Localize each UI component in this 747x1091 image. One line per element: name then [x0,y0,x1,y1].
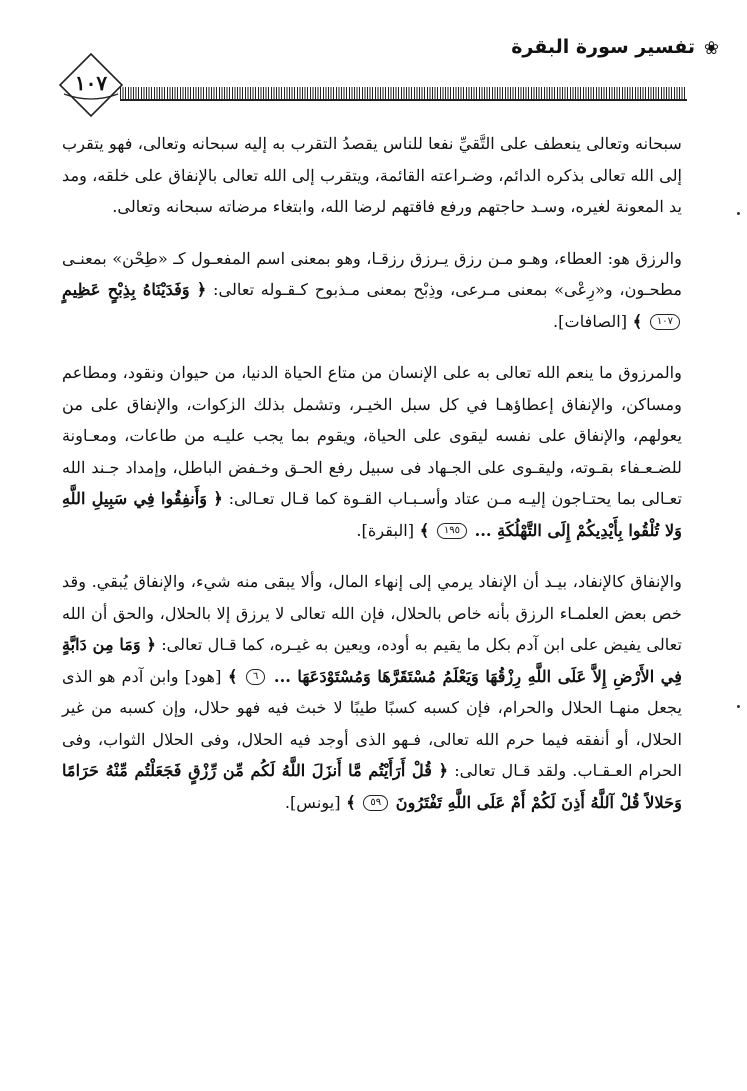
running-head-title: تفسير سورة البقرة [511,36,695,58]
paragraph-text: والإنفاق كالإنفاد، بيـد أن الإنفاد يرمي إلى إنهاء المال، وألا يبقى منه شيء، والإنفاق يُبقي. وقد خص بعض العلمـاء الرزق بأنه خاص بالحلال، فإن الله تعالى لا يرزق إلا بالحلال، والحق أن الله تعالى يفيض على ابن آدم بكل ما يقيم به أوده، ويعين به غيـره، كما قـال تعالى: [62,572,682,654]
verse-number: ٦ [246,669,265,685]
paragraph-text: والمرزوق ما ينعم الله تعالى به على الإنسان من متاع الحياة الدنيا، من حيوان ونقود، ومطاعم ومساكن، والإنفاق إعطاؤهـا في كل سبل الخيـر، وتشمل بذلك الزكوات، والإنفاق على من يعولهم، والإنفاق على نفسه ليقوى على الحياة، ويقوم بما يجب عليـه من طاعات، ومعـاونة للضـعـفاء بقـوته، وليقـوى على الجـهاد فى سبيل رفع الحـق وخـفض الباطل، وإمداد جـند الله تعـالى بما يحتـاجون إليـه مـن عتاد وأسـبـاب القـوة كما قـال تعـالى: [62,363,683,508]
margin-mark [737,705,740,708]
paragraph [62,128,682,223]
quran-verse: ﴾ [627,311,648,331]
paragraph-text: والرزق هو: العطاء، وهـو مـن رزق يـرزق رزقـا، وهو بمعنى اسم المفعـول كـ «طِحْن» بمعنـى مطحـون، و«رِعْى» بمعنى مـرعى، وذِبْح بمعنى مـذبوح كـقـوله تعالى: [62,248,682,299]
verse-number: ١٠٧ [650,314,680,330]
paragraph [62,243,682,338]
quran-verse: ﴿ وَأَنفِقُوا فِي سَبِيلِ اللَّهِ وَلا تُلْقُوا بِأَيْدِيكُمْ إِلَى التَّهْلُكَةِ ... [62,489,682,540]
quran-verse: ﴾ [414,520,435,540]
paragraph-text: سبحانه وتعالى ينعطف على التَّقيِّ نفعا للناس يقصدُ التقرب به إليه سبحانه وتعالى، فهو يتقرب إلى الله تعالى بذكره الدائم، وضـراعته القائمة، ويتقرب إلى الله تعالى بالإنفاق على خلقه، ومد يد المعونة لغيره، وسـد حاجتهم ورفع فاقتهم لرضا الله، وابتغاء مرضاته سبحانه وتعالى. [62,134,682,216]
page-header [0,0,747,110]
page-number-badge [58,52,124,118]
quran-verse: ﴾ [340,792,362,812]
paragraph-text: [البقرة]. [356,520,415,540]
paragraph-text: [هود] وابن آدم هو الذى يجعل منهـا الحلال والحرام، فإن كسبه كسبًا طيبًا لا خبث فيه فهو حلال، وإن كسبه من غير الحلال، أو أنفقه فيما حرم الله تعالى، فـهو الذى أوجد فيه الحلال، وفى الحلال الثواب، وفى الحرام العـقـاب. ولقد قـال تعالى: [62,666,682,780]
flower-ornament-icon: ❀ [703,38,719,59]
quran-verse: ﴿ وَمَا مِن دَابَّةٍ فِي الأَرْضِ إِلاَّ عَلَى اللَّهِ رِزْقُهَا وَيَعْلَمُ مُسْتَقَرَّهَا وَمُسْتَوْدَعَهَا ... [62,635,682,686]
page-number: ١٠٧ [74,71,108,95]
verse-number: ٥٩ [363,795,388,811]
page-body [62,128,682,818]
paragraph [62,357,682,546]
paragraph-text: [يونس]. [284,792,341,812]
paragraph [62,566,682,818]
paragraph-text: [الصافات]. [553,311,628,331]
quran-verse: ﴿ قُلْ أَرَأَيْتُم مَّا أَنزَلَ اللَّهُ لَكُم مِّن رِّزْقٍ فَجَعَلْتُم مِّنْهُ حَرَامًا وَحَلالاً قُلْ آللَّهُ أَذِنَ لَكُمْ أَمْ عَلَى اللَّهِ تَفْتَرُونَ [62,761,682,812]
margin-mark [737,212,740,215]
quran-verse: ﴾ [221,666,244,686]
verse-number: ١٩٥ [437,523,467,539]
quran-verse: ﴿ وَفَدَيْنَاهُ بِذِبْحٍ عَظِيمٍ [62,280,207,299]
header-rule-underline [120,99,687,101]
